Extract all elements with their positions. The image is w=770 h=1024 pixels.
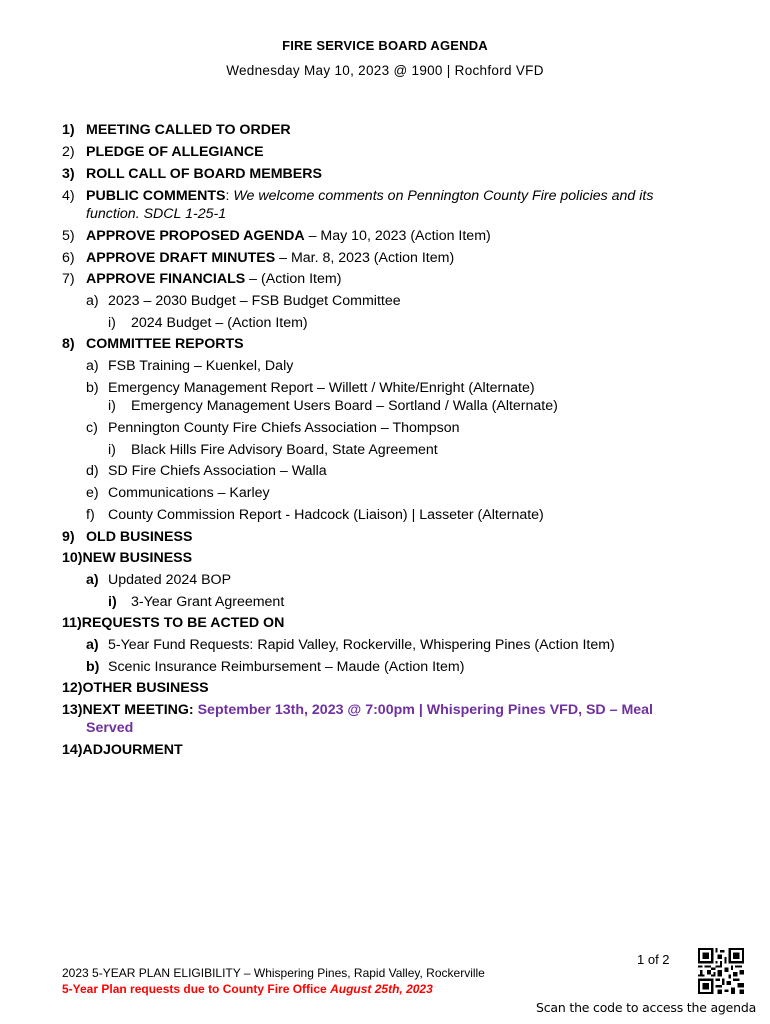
agenda-item-11: 11)REQUESTS TO BE ACTED ON bbox=[62, 615, 285, 631]
agenda-item-13-label: 13)NEXT MEETING bbox=[62, 702, 189, 718]
agenda-item-3: 3) bbox=[62, 166, 75, 182]
plan-eligibility-note: 2023 5-YEAR PLAN ELIGIBILITY – Whispering Pines, Rapid Valley, Rockerville bbox=[62, 966, 485, 980]
agenda-item-5: 5) bbox=[62, 228, 75, 244]
agenda-item-8b-i: i) Emergency Management Users Board – Sortland / Walla (Alternate) bbox=[108, 398, 558, 414]
agenda-item-4-label: PUBLIC COMMENTS bbox=[86, 188, 226, 204]
agenda-item-13: 13)NEXT MEETING: September 13th, 2023 @ 7:00pm | Whispering Pines VFD, SD – Meal bbox=[62, 702, 653, 718]
page-title: FIRE SERVICE BOARD AGENDA bbox=[282, 38, 488, 53]
qr-caption: Scan the code to access the agenda bbox=[536, 1000, 757, 1015]
agenda-item-8a: a) FSB Training – Kuenkel, Daly bbox=[86, 358, 294, 374]
agenda-item-10a: a) Updated 2024 BOP bbox=[86, 572, 232, 588]
agenda-item-8: 8) bbox=[62, 336, 75, 352]
agenda-item-7-line: APPROVE FINANCIALS – (Action Item) bbox=[86, 271, 342, 287]
agenda-item-11b: b) Scenic Insurance Reimbursement – Maude (Action Item) bbox=[86, 659, 465, 675]
agenda-item-7-label: APPROVE FINANCIALS bbox=[86, 271, 246, 287]
agenda-item-4-text-cont: function. SDCL 1-25-1 bbox=[86, 206, 227, 222]
agenda-item-10a-i: i) 3-Year Grant Agreement bbox=[108, 594, 285, 610]
agenda-item-2: 2) bbox=[62, 144, 75, 160]
agenda-item-7a: a) 2023 – 2030 Budget – FSB Budget Committee bbox=[86, 293, 401, 309]
agenda-item-8-label: COMMITTEE REPORTS bbox=[86, 336, 244, 352]
agenda-item-5-label: APPROVE PROPOSED AGENDA bbox=[86, 228, 305, 244]
agenda-item-9-label: OLD BUSINESS bbox=[86, 529, 193, 545]
agenda-item-4-line: PUBLIC COMMENTS: We welcome comments on Pennington County Fire policies and its bbox=[86, 188, 654, 204]
agenda-item-5-line: APPROVE PROPOSED AGENDA – May 10, 2023 (Action Item) bbox=[86, 228, 491, 244]
agenda-item-14: 14)ADJOURMENT bbox=[62, 742, 183, 758]
agenda-item-12: 12)OTHER BUSINESS bbox=[62, 680, 209, 696]
agenda-item-8d: d) SD Fire Chiefs Association – Walla bbox=[86, 463, 327, 479]
agenda-item-8c: c) Pennington County Fire Chiefs Association – Thompson bbox=[86, 420, 460, 436]
agenda-item-1-label: MEETING CALLED TO ORDER bbox=[86, 122, 291, 138]
agenda-item-6-label: APPROVE DRAFT MINUTES bbox=[86, 250, 276, 266]
agenda-item-8f: f) County Commission Report - Hadcock (Liaison) | Lasseter (Alternate) bbox=[86, 507, 544, 523]
next-meeting-details-cont: Served bbox=[86, 720, 134, 736]
agenda-item-4-text: We welcome comments on Pennington County Fire policies and its bbox=[233, 188, 654, 204]
plan-deadline-date: August 25th, 2023 bbox=[330, 982, 433, 996]
agenda-item-2-label: PLEDGE OF ALLEGIANCE bbox=[86, 144, 264, 160]
agenda-item-8c-i: i) Black Hills Fire Advisory Board, State Agreement bbox=[108, 442, 438, 458]
plan-deadline-note: 5-Year Plan requests due to County Fire Office August 25th, 2023 bbox=[62, 982, 433, 996]
meeting-subtitle: Wednesday May 10, 2023 @ 1900 | Rochford VFD bbox=[226, 63, 544, 78]
agenda-item-9: 9) bbox=[62, 529, 75, 545]
agenda-item-7: 7) bbox=[62, 271, 75, 287]
page-number: 1 of 2 bbox=[637, 952, 670, 967]
agenda-item-8e: e) Communications – Karley bbox=[86, 485, 270, 501]
agenda-item-10: 10)NEW BUSINESS bbox=[62, 550, 193, 566]
next-meeting-details: September 13th, 2023 @ 7:00pm | Whispering Pines VFD, SD – Meal bbox=[197, 702, 653, 718]
qr-code-icon[interactable] bbox=[698, 948, 744, 994]
agenda-item-8b: b) Emergency Management Report – Willett / White/Enright (Alternate) bbox=[86, 380, 535, 396]
agenda-item-6-line: APPROVE DRAFT MINUTES – Mar. 8, 2023 (Action Item) bbox=[86, 250, 455, 266]
agenda-item-6: 6) bbox=[62, 250, 75, 266]
agenda-item-4: 4) bbox=[62, 188, 75, 204]
agenda-item-3-label: ROLL CALL OF BOARD MEMBERS bbox=[86, 166, 322, 182]
agenda-item-7a-i: i) 2024 Budget – (Action Item) bbox=[108, 315, 308, 331]
agenda-item-11a: a) 5-Year Fund Requests: Rapid Valley, Rockerville, Whispering Pines (Action Item) bbox=[86, 637, 615, 653]
agenda-item-1: 1) bbox=[62, 122, 75, 138]
